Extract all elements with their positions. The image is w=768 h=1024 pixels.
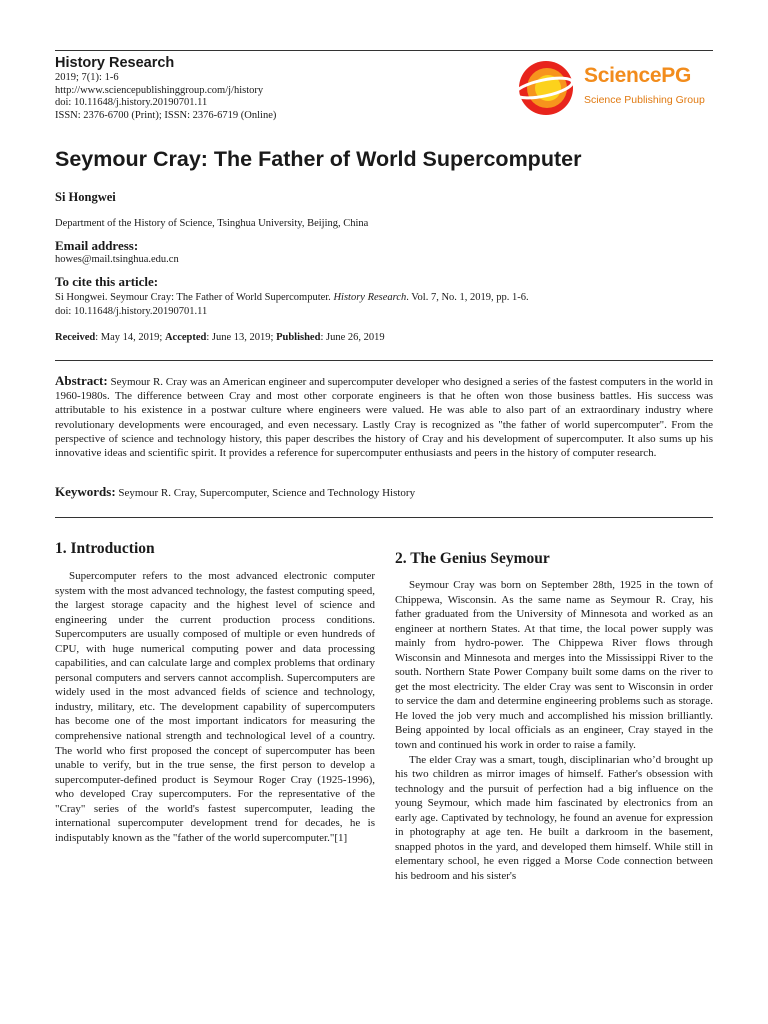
received-label: Received: [55, 332, 96, 343]
journal-doi: doi: 10.11648/j.history.20190701.11: [55, 97, 208, 109]
accepted-date: : June 13, 2019;: [206, 332, 277, 343]
received-date: : May 14, 2019;: [95, 332, 165, 343]
abstract: [55, 374, 713, 460]
published-date: : June 26, 2019: [320, 332, 385, 343]
publisher-name: SciencePG: [584, 64, 692, 87]
genius-body: [395, 578, 713, 883]
affiliation: Department of the History of Science, Tsinghua University, Beijing, China: [55, 218, 369, 229]
journal-url[interactable]: http://www.sciencepublishinggroup.com/j/history: [55, 84, 264, 96]
citation-suffix: . Vol. 7, No. 1, 2019, pp. 1-6.: [406, 292, 529, 303]
journal-issn: ISSN: 2376-6700 (Print); ISSN: 2376-6719 (Online): [55, 109, 277, 121]
abstract-label: Abstract:: [55, 373, 108, 388]
keywords: [55, 484, 713, 500]
accepted-label: Accepted: [164, 332, 207, 343]
publisher-subtitle: Science Publishing Group: [584, 94, 705, 106]
abstract-text: Seymour R. Cray was an American engineer and supercomputer developer who designed a series of the fastest computers in the world in 1960-1980s. The difference between Cray and most other corporate engineers is that he often won those business battles. His success was attributable to his existence in a postwar culture where engineers were valued. He was able to also part of an extraordinary industry where revolutionary developments were encouraged, and even necessary. Lastly Cray is recognized as "the father of world supercomputer". From the perspective of science and technology history, this paper describes the history of Cray and his development of supercomputer. It also sums up his innovative ideas and scientific spirit. It provides a reference for supercomputer enthusiasts and peers in the history of computer research.: [55, 376, 713, 460]
citation-line: [55, 292, 529, 303]
article-dates: [55, 332, 385, 343]
citation-prefix: Si Hongwei. Seymour Cray: The Father of World Supercomputer.: [55, 292, 334, 303]
section-heading-introduction: 1. Introduction: [55, 540, 155, 557]
article-title: Seymour Cray: The Father of World Supercomputer: [55, 147, 582, 171]
header-top-rule: [55, 50, 713, 51]
paragraph: Supercomputer refers to the most advanced electronic computer system with the most advanced technology, the fastest computing speed, the largest storage capacity and the highest level of science and engineering under the current production process conditions. Supercomputers are usually composed of multiple or even hundreds of CPU, with huge numerical computing power and data processing capabilities, and can calculate large and complex problems that ordinary personal computers and servers cannot accomplish. Supercomputers are widely used in the most advanced fields of science and technology, industry, military, etc. The development capability of supercomputers has become one of the most important indicators for measuring the comprehensive national strength and technological level of a country. The world who first proposed the concept of supercomputer has been unable to verify, but in the true sense, the first person to develop a supercomputer-defined product is Seymour Roger Cray (1925-1996), who developed Cray supercomputers. For the representative of the "Cray" series of the world's fastest supercomputer, leading the international supercomputer development trend for decades, he is indisputably known as the "father of the world supercomputer."[1]: [55, 570, 375, 844]
published-label: Published: [276, 332, 321, 343]
email-address[interactable]: howes@mail.tsinghua.edu.cn: [55, 254, 179, 265]
abstract-top-rule: [55, 360, 713, 361]
paragraph: The elder Cray was a smart, tough, disciplinarian who’d brought up his two children as mirror images of himself. Father's obsession with technology and the pursuit of perfection had a big influence on the young Seymour, which made him fascinated by electronics from an early age. Captivated by technology, he found an avenue for expression in photography at age ten. He built a darkroom in the basement, snapped photos in the yard, and developed them himself. While still in elementary school, he even rigged a Morse Code connection between his bedroom and his sister's: [395, 753, 713, 882]
keywords-label: Keywords:: [55, 484, 116, 499]
section-heading-genius: 2. The Genius Seymour: [395, 550, 550, 567]
journal-name: History Research: [55, 55, 175, 71]
journal-meta: [55, 72, 276, 122]
author-name: Si Hongwei: [55, 190, 116, 204]
cite-heading: To cite this article:: [55, 274, 159, 289]
keywords-text: Seymour R. Cray, Supercomputer, Science and Technology History: [118, 487, 416, 499]
email-heading: Email address:: [55, 238, 139, 253]
abstract-bottom-rule: [55, 517, 713, 518]
citation-doi: doi: 10.11648/j.history.20190701.11: [55, 306, 208, 317]
citation-journal: History Research: [333, 292, 407, 303]
paragraph: Seymour Cray was born on September 28th, 1925 in the town of Chippewa, Wisconsin. As the same name as Seymour R. Cray, his father graduated from the University of Minnesota and worked as an engineer at northern States. At that time, the local power supply was mainly from hydro-power. The Chippewa River flows through Wisconsin and Minnesota and merges into the Mississippi River to the south. Northern State Power Company built some dams on the river to get the most electricity. The elder Cray was sent to Wisconsin in order to service the dam and determine engineering problems such as storage. He loved the job very much and accomplished his mission brilliantly. Being appointed by local officials as an engineer, Cray stayed in the town and continued his work in order to raise a family.: [395, 579, 713, 752]
introduction-body: [55, 569, 375, 845]
journal-volume: 2019; 7(1): 1-6: [55, 72, 119, 83]
